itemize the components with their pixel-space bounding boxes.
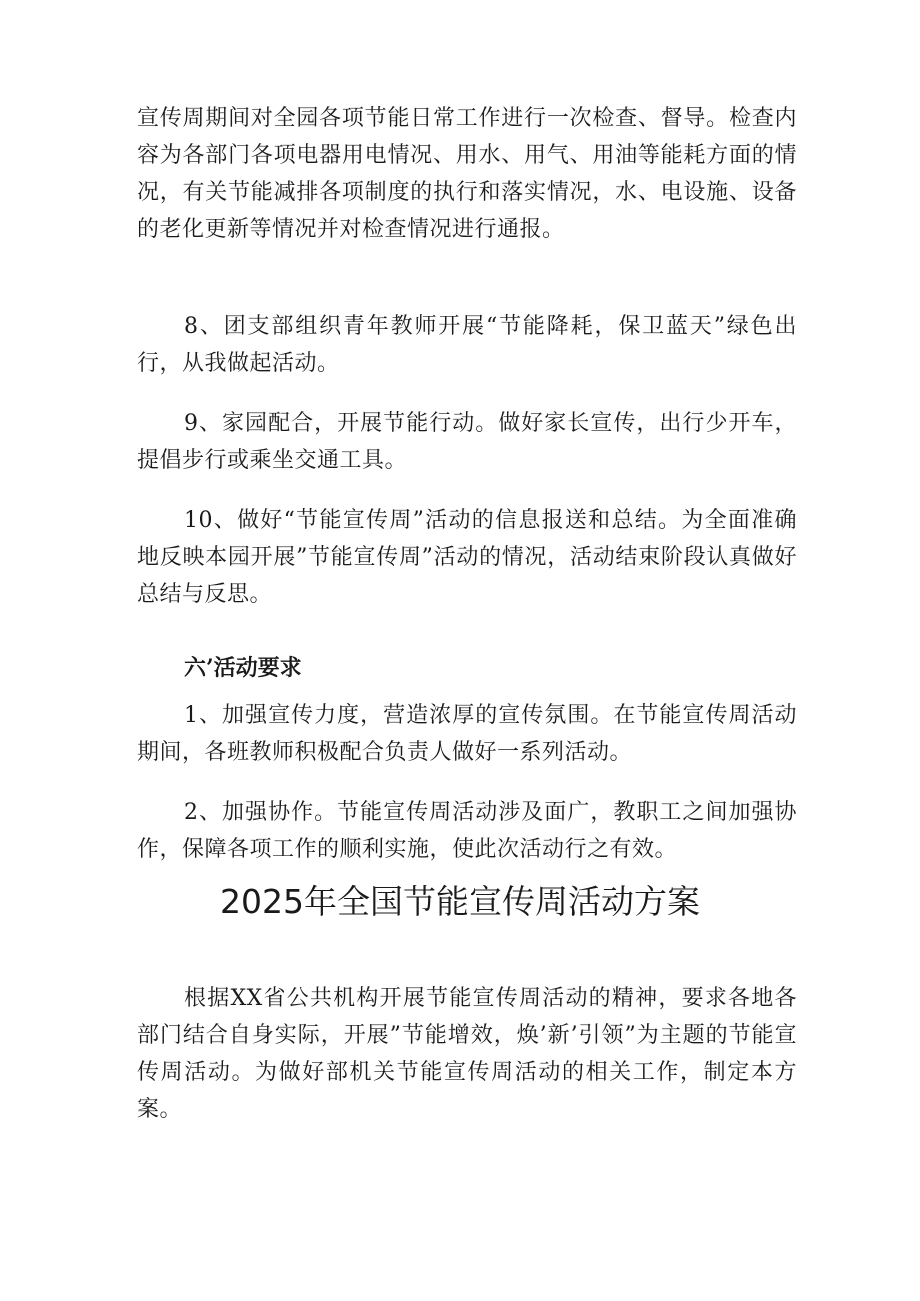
document-title: 2025年全国节能宣传周活动方案	[220, 882, 700, 921]
continuation-paragraph: 宣传周期间对全园各项节能日常工作进行一次检查、督导。检查内容为各部门各项电器用电情况、用水、用气、用油等能耗方面的情况，有关节能减排各项制度的执行和落实情况，水、电设施、设备的老化更新等情况并对检查情况进行通报。	[137, 106, 797, 242]
requirement-1-paragraph: 1、加强宣传力度，营造浓厚的宣传氛围。在节能宣传周活动期间，各班教师积极配合负责人做好一系列活动。	[137, 703, 797, 765]
item-8-paragraph: 8、团支部组织青年教师开展“节能降耗，保卫蓝天”绿色出行，从我做起活动。	[137, 314, 797, 376]
item-9-paragraph: 9、家园配合，开展节能行动。做好家长宣传，出行少开车，提倡步行或乘坐交通工具。	[137, 411, 797, 473]
section-heading: 六’活动要求	[184, 655, 302, 681]
intro-paragraph: 根据XX省公共机构开展节能宣传周活动的精神，要求各地各部门结合自身实际，开展”节能增效，焕’新’引领”为主题的节能宣传周活动。为做好部机关节能宣传周活动的相关工作，制定本方案。	[137, 986, 797, 1122]
item-10-paragraph: 10、做好“节能宣传周”活动的信息报送和总结。为全面准确地反映本园开展”节能宣传周”活动的情况，活动结束阶段认真做好总结与反思。	[137, 508, 797, 607]
requirement-2-paragraph: 2、加强协作。节能宣传周活动涉及面广，教职工之间加强协作，保障各项工作的顺利实施，使此次活动行之有效。	[137, 800, 797, 862]
